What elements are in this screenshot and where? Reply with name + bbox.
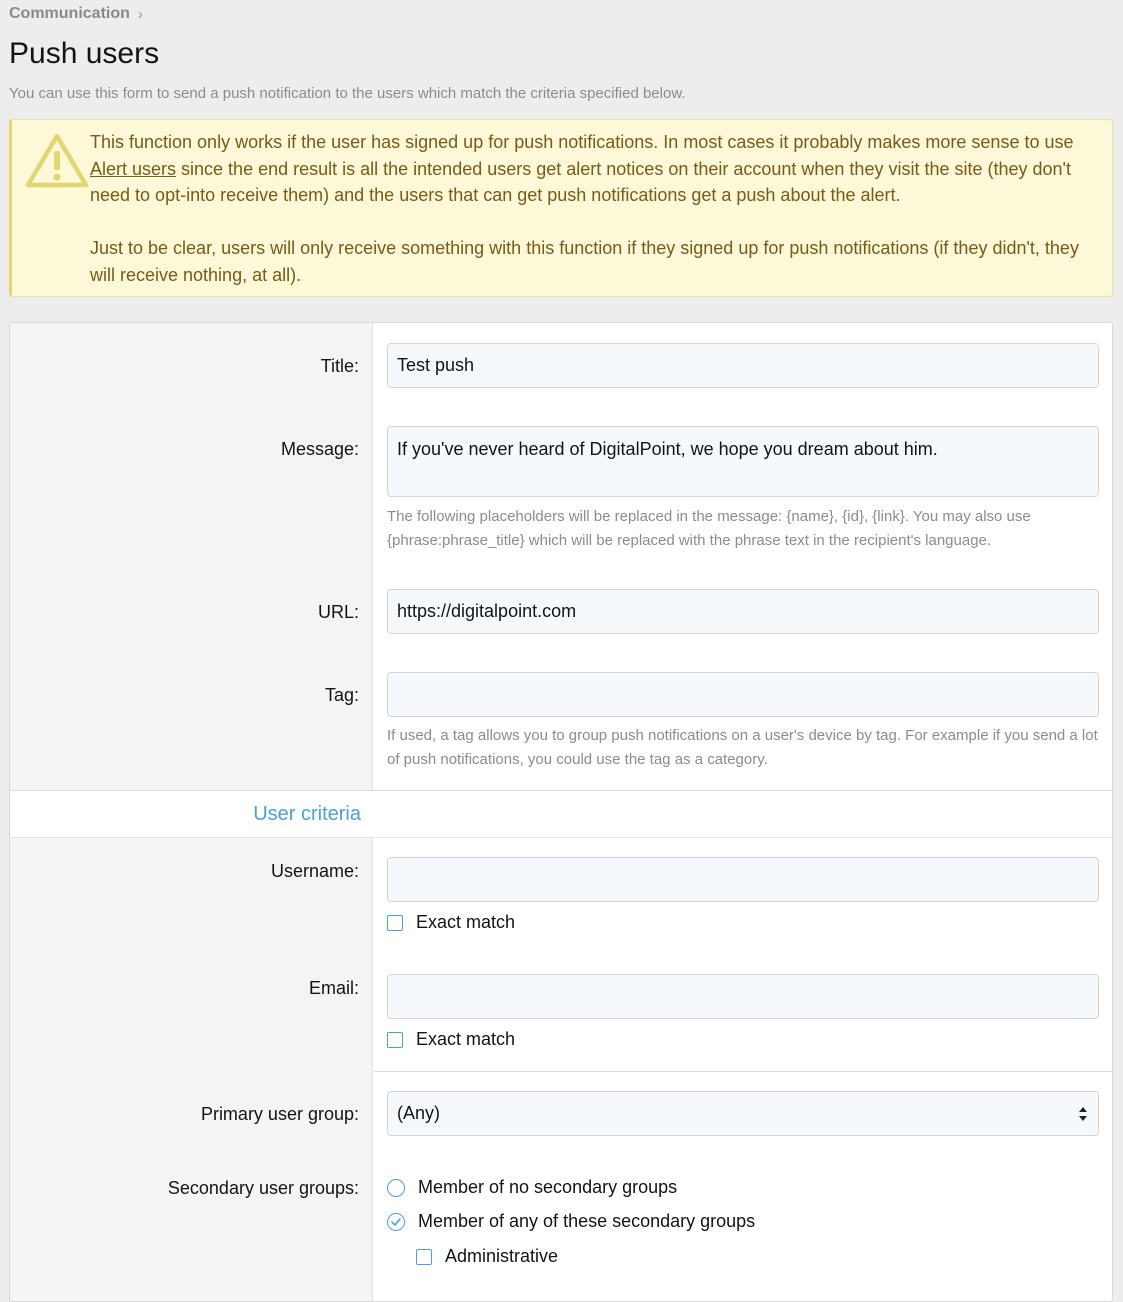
alert-users-link[interactable]: Alert users: [90, 158, 177, 179]
username-exact-match[interactable]: [387, 912, 515, 933]
title-label: Title:: [320, 356, 359, 376]
checkbox[interactable]: [387, 915, 403, 931]
notice-text: [90, 129, 1102, 289]
checkbox[interactable]: [416, 1249, 432, 1265]
url-label: URL:: [317, 602, 359, 622]
radio-label: Member of any of these secondary groups: [418, 1211, 756, 1231]
secondary-any-option[interactable]: [387, 1211, 755, 1232]
email-exact-match[interactable]: [387, 1029, 515, 1050]
url-input[interactable]: [387, 589, 1099, 634]
warning-icon: [25, 132, 89, 188]
checkbox-label: Exact match: [416, 912, 516, 932]
notice-text-part: This function only works if the user has signed up for push notifications. In most cases it probably makes more sense to use: [90, 132, 1074, 152]
divider: [374, 1071, 1113, 1072]
message-hint: The following placeholders will be replaced in the message: {name}, {id}, {link}. You may also use {phrase:phrase_title} which will be replaced with the phrase text in the recipient's language.: [387, 508, 1031, 549]
message-label: Message:: [280, 439, 359, 459]
username-label: Username:: [270, 861, 359, 881]
page-title: Push users: [9, 37, 160, 70]
breadcrumb-item-communication[interactable]: Communication: [9, 5, 130, 22]
checkbox[interactable]: [387, 1032, 403, 1048]
tag-input[interactable]: [387, 672, 1099, 717]
warning-notice: [9, 119, 1113, 297]
email-input[interactable]: [387, 974, 1099, 1019]
select-value: (Any): [397, 1103, 441, 1123]
notice-paragraph-1: [90, 129, 1102, 209]
radio-checked[interactable]: [387, 1213, 405, 1231]
group-checkbox-administrative[interactable]: [416, 1246, 558, 1267]
primary-group-label: Primary user group:: [200, 1104, 359, 1124]
label-column: [10, 323, 373, 790]
email-label: Email:: [308, 978, 359, 998]
page-description: You can use this form to send a push notification to the users which match the criteria specified below.: [9, 85, 686, 102]
label-column: [10, 838, 373, 1302]
primary-group-select[interactable]: [387, 1091, 1099, 1136]
notice-text-part: since the end result is all the intended users get alert notices on their account when they visit the site (they don't need to opt-into receive them) and the users that can get push notifications get a push about the alert.: [90, 158, 1071, 206]
secondary-none-option[interactable]: [387, 1177, 677, 1198]
secondary-groups-label: Secondary user groups:: [167, 1178, 359, 1198]
select-arrows-icon: [1078, 1105, 1088, 1123]
tag-label: Tag:: [324, 685, 359, 705]
tag-hint: If used, a tag allows you to group push notifications on a user's device by tag. For example if you send a lot of push notifications, you could use the tag as a category.: [387, 727, 1098, 768]
user-criteria-heading: [10, 790, 1113, 838]
notice-paragraph-2: Just to be clear, users will only receive something with this function if they signed up for push notifications (if they didn't, they will receive nothing, at all).: [90, 238, 1079, 285]
check-icon: [390, 1216, 402, 1228]
push-form: [9, 322, 1113, 1302]
breadcrumb: [9, 5, 143, 23]
title-input[interactable]: [387, 343, 1099, 388]
radio-label: Member of no secondary groups: [418, 1177, 678, 1197]
username-input[interactable]: [387, 857, 1099, 902]
radio[interactable]: [387, 1179, 405, 1197]
chevron-right-icon: ›: [137, 5, 143, 23]
message-textarea[interactable]: [387, 426, 1099, 497]
checkbox-label: Administrative: [445, 1246, 559, 1266]
section-title: User criteria: [253, 803, 361, 825]
checkbox-label: Exact match: [416, 1029, 516, 1049]
